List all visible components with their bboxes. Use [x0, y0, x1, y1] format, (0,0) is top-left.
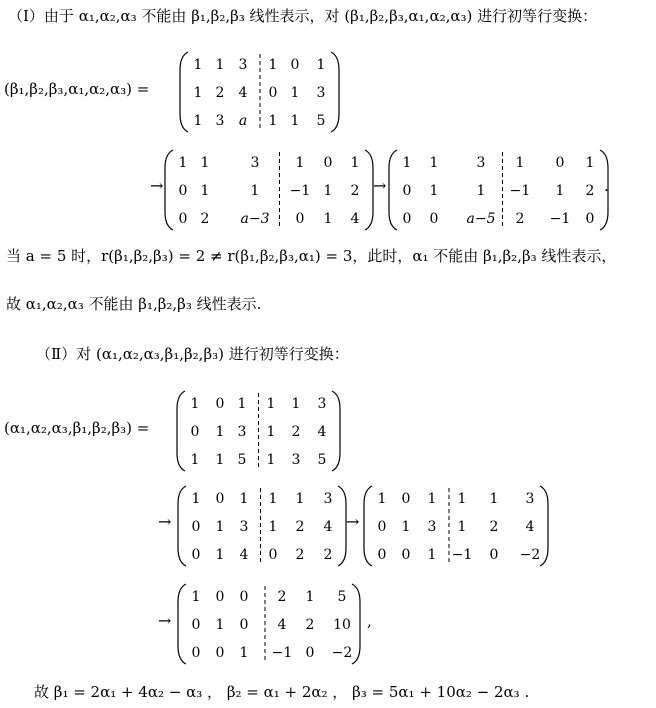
matrix-entry: a: [238, 113, 248, 129]
matrix-entry: 1: [457, 519, 467, 535]
matrix-entry: 2: [295, 519, 305, 535]
matrix-entry: 0: [555, 155, 565, 171]
matrix-entry: 1: [250, 183, 260, 199]
matrix-entry: 1: [401, 519, 411, 535]
matrix-brackets: [0, 484, 656, 568]
matrix-entry: 0: [489, 547, 499, 563]
matrix-entry: 1: [316, 57, 326, 73]
matrix-entry: 1: [200, 183, 210, 199]
matrix-entry: −1: [549, 211, 571, 227]
matrix-entry: 1: [266, 424, 276, 440]
part2-comma: ,: [367, 612, 372, 630]
matrix-entry: 1: [215, 519, 225, 535]
part1-lhs: (β₁,β₂,β₃,α₁,α₂,α₃) =: [4, 80, 150, 98]
matrix-entry: 0: [295, 211, 305, 227]
matrix-entry: 0: [377, 519, 387, 535]
part2-intro: （Ⅱ）对 (α₁,α₂,α₃,β₁,β₂,β₃) 进行初等行变换：: [36, 345, 349, 363]
matrix-entry: 5: [317, 452, 327, 468]
matrix-entry: 1: [215, 57, 225, 73]
matrix-entry: 3: [291, 452, 301, 468]
matrix-entry: 2: [295, 547, 305, 563]
matrix-entry: 5: [337, 589, 347, 605]
matrix-entry: 0: [191, 645, 201, 661]
matrix-entry: 2: [350, 183, 360, 199]
matrix-entry: 1: [290, 85, 300, 101]
matrix-entry: 0: [377, 547, 387, 563]
matrix-entry: 3: [427, 519, 437, 535]
matrix-entry: 2: [305, 617, 315, 633]
matrix-entry: 2: [489, 519, 499, 535]
matrix-entry: 2: [277, 589, 287, 605]
matrix-entry: 4: [350, 211, 360, 227]
matrix-entry: 0: [305, 645, 315, 661]
matrix-entry: −1: [271, 645, 293, 661]
matrix-entry: 0: [178, 211, 188, 227]
matrix-entry: 0: [268, 85, 278, 101]
matrix-entry: 1: [190, 396, 200, 412]
matrix-entry: a−3: [240, 211, 270, 227]
matrix-entry: −1: [451, 547, 473, 563]
matrix-entry: 3: [215, 113, 225, 129]
matrix-entry: 1: [266, 452, 276, 468]
part1-period: .: [604, 177, 609, 195]
matrix-entry: 1: [268, 519, 278, 535]
matrix-entry: 1: [178, 155, 188, 171]
matrix-entry: 4: [317, 424, 327, 440]
matrix-entry: 0: [215, 645, 225, 661]
matrix-entry: 0: [323, 155, 333, 171]
matrix-entry: −1: [289, 183, 311, 199]
matrix-entry: 4: [323, 519, 333, 535]
matrix-entry: −2: [519, 547, 541, 563]
matrix-entry: 1: [489, 491, 499, 507]
matrix-entry: 4: [238, 85, 248, 101]
matrix-entry: 1: [555, 183, 565, 199]
matrix-entry: 1: [193, 113, 203, 129]
part1-conclusion-2: 故 α₁,α₂,α₃ 不能由 β₁,β₂,β₃ 线性表示.: [6, 295, 262, 313]
matrix-entry: 2: [585, 183, 595, 199]
matrix-entry: 1: [305, 589, 315, 605]
matrix-entry: 1: [193, 57, 203, 73]
matrix-entry: 1: [402, 155, 412, 171]
matrix-entry: 3: [317, 396, 327, 412]
matrix-entry: 2: [323, 547, 333, 563]
matrix-entry: 1: [323, 211, 333, 227]
matrix-entry: 2: [291, 424, 301, 440]
matrix-entry: 10: [333, 617, 351, 633]
matrix-entry: 1: [457, 491, 467, 507]
matrix-entry: −1: [509, 183, 531, 199]
matrix-entry: 0: [239, 589, 249, 605]
matrix-entry: 1: [290, 113, 300, 129]
matrix-entry: 0: [268, 547, 278, 563]
matrix-entry: 1: [268, 113, 278, 129]
matrix-entry: 1: [350, 155, 360, 171]
matrix-entry: 1: [215, 547, 225, 563]
matrix-entry: 0: [215, 396, 225, 412]
matrix-entry: 0: [401, 547, 411, 563]
matrix-entry: 0: [191, 617, 201, 633]
matrix-entry: 5: [316, 113, 326, 129]
matrix-entry: 3: [237, 424, 247, 440]
matrix-entry: 0: [585, 211, 595, 227]
matrix-entry: 1: [295, 491, 305, 507]
matrix-entry: 1: [266, 396, 276, 412]
matrix-entry: 2: [215, 85, 225, 101]
matrix-entry: 1: [190, 452, 200, 468]
matrix-entry: 1: [237, 396, 247, 412]
matrix-entry: 1: [429, 183, 439, 199]
part1-arrow-1: →: [150, 176, 164, 195]
part1-intro: （Ⅰ）由于 α₁,α₂,α₃ 不能由 β₁,β₂,β₃ 线性表示，对 (β₁,β₂,β₃,α₁,α₂,α₃) 进行初等行变换：: [8, 7, 598, 25]
matrix-entry: 0: [215, 589, 225, 605]
matrix-entry: 1: [377, 491, 387, 507]
matrix-entry: 1: [239, 645, 249, 661]
matrix-entry: 1: [193, 85, 203, 101]
matrix-entry: 2: [200, 211, 210, 227]
matrix-entry: 2: [515, 211, 525, 227]
matrix-entry: 1: [295, 155, 305, 171]
matrix-entry: 1: [215, 452, 225, 468]
part2-lhs: (α₁,α₂,α₃,β₁,β₂,β₃) =: [4, 419, 150, 437]
part2-arrow-2: →: [346, 512, 360, 531]
matrix-entry: 3: [323, 491, 333, 507]
matrix-entry: 3: [316, 85, 326, 101]
matrix-entry: 0: [402, 183, 412, 199]
matrix-entry: 1: [585, 155, 595, 171]
part1-arrow-2: →: [373, 176, 387, 195]
matrix-entry: 0: [215, 491, 225, 507]
matrix-entry: 1: [200, 155, 210, 171]
matrix-entry: 1: [429, 155, 439, 171]
matrix-entry: 1: [239, 491, 249, 507]
matrix-entry: 3: [239, 519, 249, 535]
matrix-entry: 1: [268, 57, 278, 73]
matrix-entry: 0: [191, 519, 201, 535]
matrix-entry: 0: [178, 183, 188, 199]
matrix-entry: 4: [277, 617, 287, 633]
matrix-entry: 1: [476, 183, 486, 199]
matrix-brackets: [0, 582, 656, 666]
matrix-entry: 1: [191, 491, 201, 507]
matrix-entry: 1: [191, 589, 201, 605]
matrix-entry: 0: [239, 617, 249, 633]
matrix-entry: 0: [429, 211, 439, 227]
matrix-entry: 1: [427, 547, 437, 563]
matrix-entry: 0: [402, 211, 412, 227]
part2-final: 故 β₁ = 2α₁ + 4α₂ − α₃ ， β₂ = α₁ + 2α₂ ， β₃ = 5α₁ + 10α₂ − 2α₃ .: [34, 683, 530, 701]
matrix-entry: 5: [237, 452, 247, 468]
part2-arrow-3: →: [158, 611, 172, 630]
matrix-entry: 1: [427, 491, 437, 507]
matrix-entry: 0: [190, 424, 200, 440]
matrix-entry: 1: [323, 183, 333, 199]
matrix-entry: 3: [238, 57, 248, 73]
matrix-entry: 4: [525, 519, 535, 535]
part1-conclusion: 当 a = 5 时，r(β₁,β₂,β₃) = 2 ≠ r(β₁,β₂,β₃,α₁) = 3，此时，α₁ 不能由 β₁,β₂,β₃ 线性表示，: [6, 247, 617, 265]
matrix-entry: 1: [215, 424, 225, 440]
matrix-entry: a−5: [466, 211, 496, 227]
matrix-entry: 3: [250, 155, 260, 171]
matrix-entry: 4: [239, 547, 249, 563]
matrix-entry: 1: [215, 617, 225, 633]
part2-arrow-1: →: [158, 512, 172, 531]
matrix-entry: 3: [525, 491, 535, 507]
matrix-entry: −2: [331, 645, 353, 661]
matrix-entry: 1: [515, 155, 525, 171]
matrix-entry: 1: [291, 396, 301, 412]
matrix-entry: 0: [191, 547, 201, 563]
matrix-entry: 0: [401, 491, 411, 507]
matrix-entry: 0: [290, 57, 300, 73]
matrix-entry: 1: [268, 491, 278, 507]
matrix-entry: 3: [476, 155, 486, 171]
